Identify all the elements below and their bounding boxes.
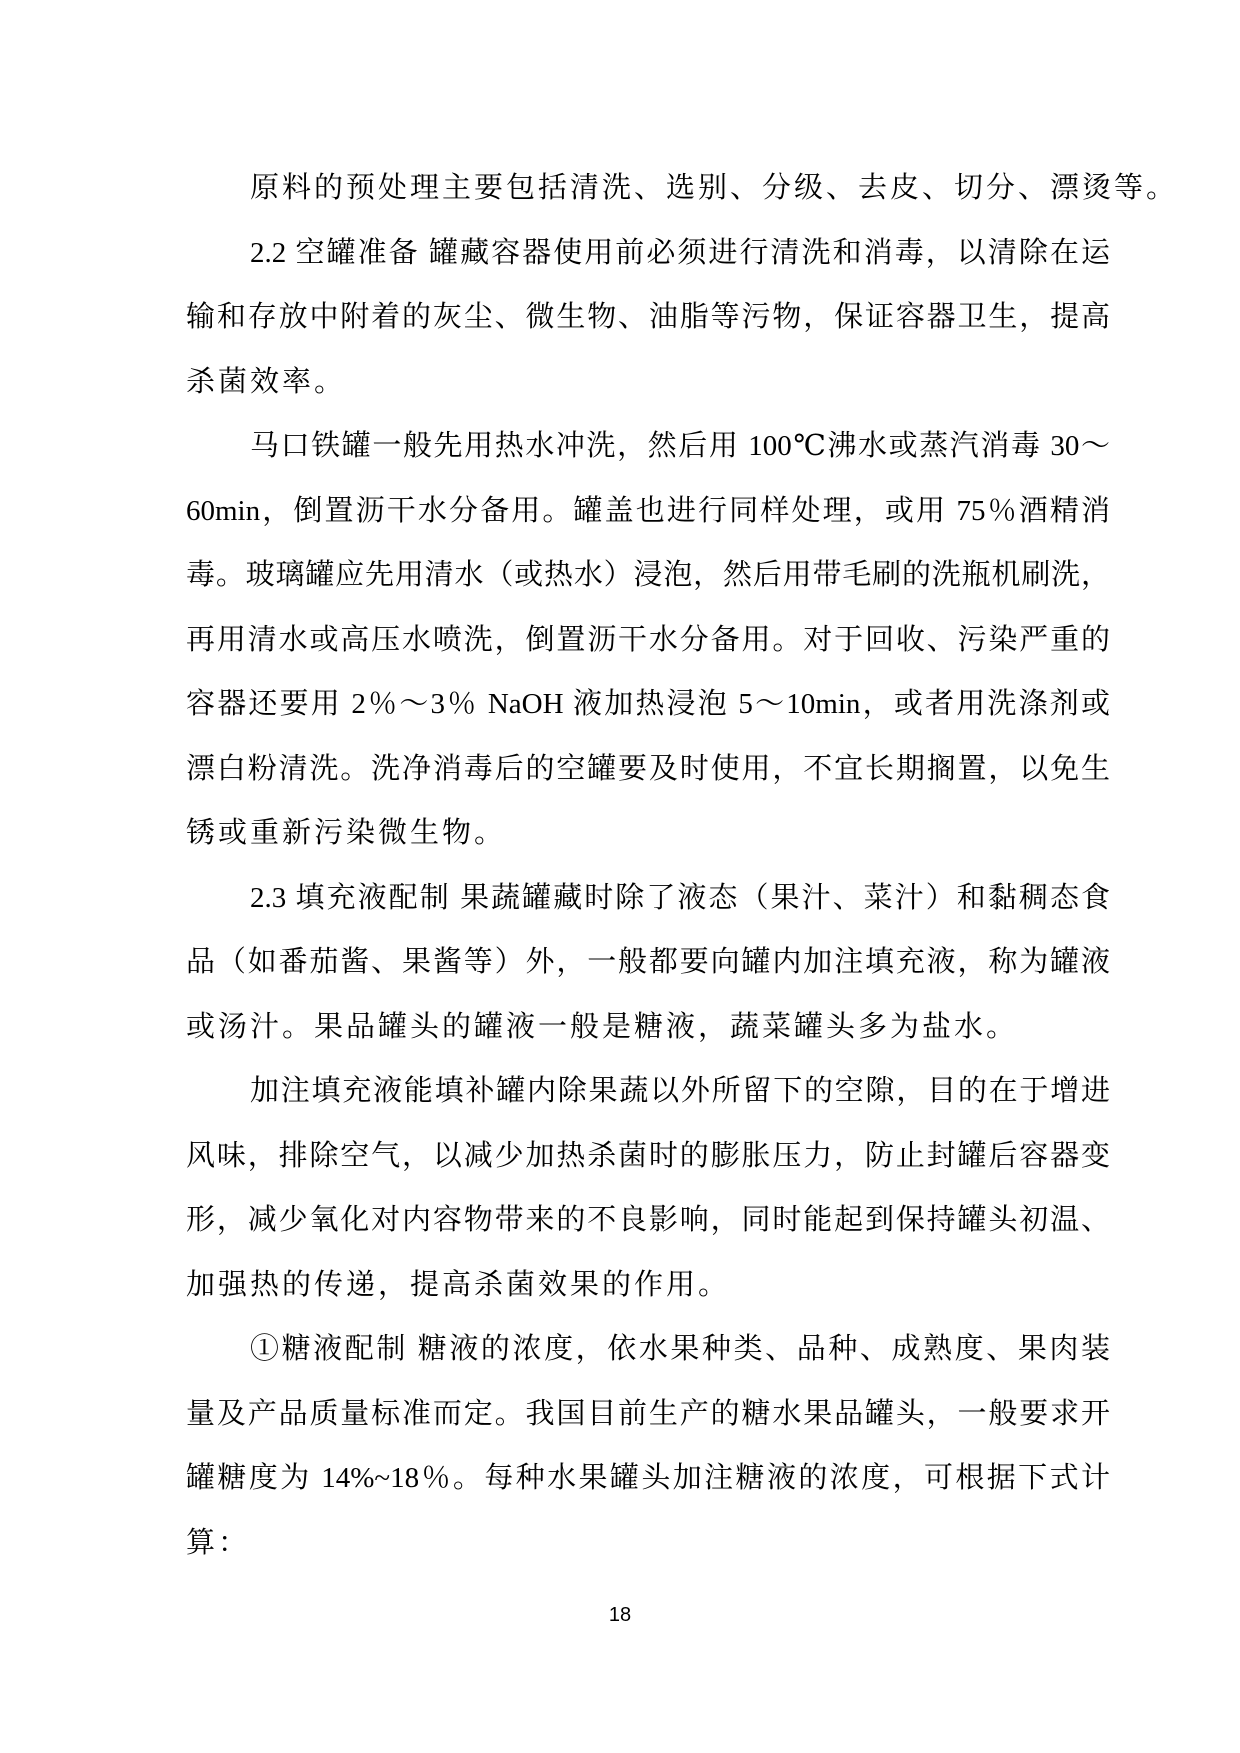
text-block (186, 156, 1179, 1575)
text-line: 杀菌效率。 (186, 365, 347, 398)
text-line: 输和存放中附着的灰尘、微生物、油脂等污物，保证容器卫生，提高 (186, 301, 1110, 333)
text-line: 60min，倒置沥干水分备用。罐盖也进行同样处理，或用 75％酒精消 (186, 494, 1110, 527)
text-line: 再用清水或高压水喷洗，倒置沥干水分备用。对于回收、污染严重的 (186, 623, 1110, 656)
text-line: 或汤汁。果品罐头的罐液一般是糖液，蔬菜罐头多为盐水。 (186, 1010, 1019, 1043)
text-line: 马口铁罐一般先用热水冲洗，然后用 100℃沸水或蒸汽消毒 30～ (250, 430, 1110, 462)
text-line: ①糖液配制 糖液的浓度，依水果种类、品种、成熟度、果肉装 (250, 1333, 1110, 1365)
page-number: 18 (608, 1604, 632, 1626)
text-line: 风味，排除空气，以减少加热杀菌时的膨胀压力，防止封罐后容器变 (186, 1139, 1110, 1172)
text-line: 漂白粉清洗。洗净消毒后的空罐要及时使用，不宜长期搁置，以免生 (186, 752, 1110, 785)
text-line: 2.2 空罐准备 罐藏容器使用前必须进行清洗和消毒，以清除在运 (250, 236, 1110, 269)
text-line: 加注填充液能填补罐内除果蔬以外所留下的空隙，目的在于增进 (250, 1075, 1110, 1107)
text-line: 品（如番茄酱、果酱等）外，一般都要向罐内加注填充液，称为罐液 (186, 946, 1110, 978)
text-line: 加强热的传递，提高杀菌效果的作用。 (186, 1268, 731, 1301)
text-line: 原料的预处理主要包括清洗、选别、分级、去皮、切分、漂烫等。 (250, 172, 1179, 204)
text-line: 形，减少氧化对内容物带来的不良影响，同时能起到保持罐头初温、 (186, 1204, 1110, 1236)
text-line: 罐糖度为 14%~18％。每种水果罐头加注糖液的浓度，可根据下式计 (186, 1462, 1110, 1494)
text-line: 容器还要用 2％～3％ NaOH 液加热浸泡 5～10min，或者用洗涤剂或 (186, 688, 1110, 720)
text-line: 毒。玻璃罐应先用清水（或热水）浸泡，然后用带毛刷的洗瓶机刷洗， (186, 559, 1110, 591)
text-line: 锈或重新污染微生物。 (186, 817, 507, 849)
text-line: 算： (186, 1526, 251, 1559)
text-line: 2.3 填充液配制 果蔬罐藏时除了液态（果汁、菜汁）和黏稠态食 (250, 881, 1110, 914)
text-line: 量及产品质量标准而定。我国目前生产的糖水果品罐头，一般要求开 (186, 1397, 1110, 1430)
